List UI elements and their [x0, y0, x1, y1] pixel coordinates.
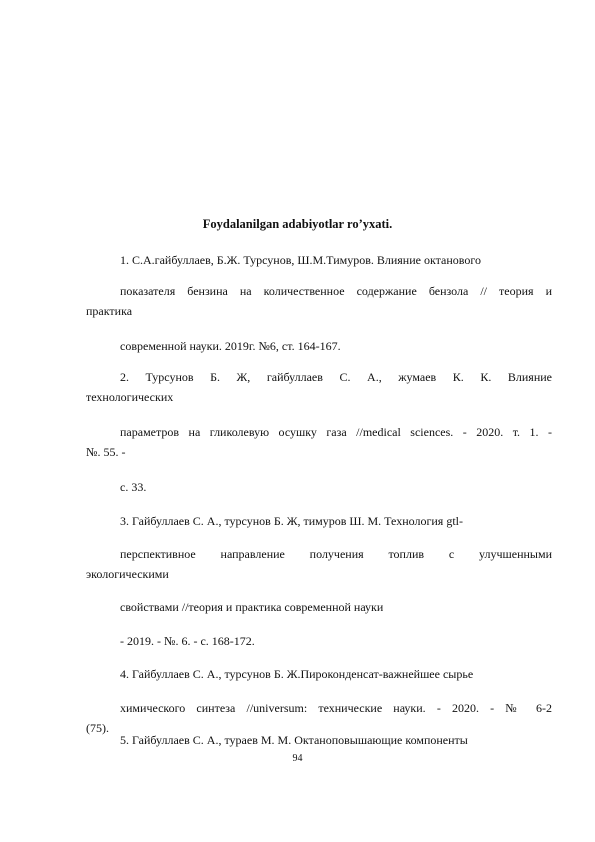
- reference-line: свойствами //теория и практика современной науки: [120, 600, 384, 614]
- reference-line: 2. Турсунов Б. Ж, гайбуллаев С. А., жумаев К. К. Влияние: [120, 370, 552, 384]
- reference-line: современной науки. 2019г. №6, ст. 164-167.: [120, 339, 341, 353]
- reference-line: 4. Гайбуллаев С. А., турсунов Б. Ж.Пироконденсат-важнейшее сырье: [120, 667, 474, 681]
- reference-line: параметров на гликолевую осушку газа //medical sciences. - 2020. т. 1. -: [120, 425, 552, 439]
- reference-line: перспективное направление получения топлив с улучшенными: [120, 547, 552, 561]
- reference-line: с. 33.: [120, 480, 147, 494]
- reference-line: (75).: [86, 721, 109, 735]
- reference-line: технологических: [86, 390, 174, 404]
- reference-line: экологическими: [86, 567, 169, 581]
- page-number: 94: [292, 753, 303, 764]
- reference-line: практика: [86, 304, 133, 318]
- reference-line: - 2019. - №. 6. - с. 168-172.: [120, 634, 255, 648]
- reference-line: 5. Гайбуллаев С. А., тураев М. М. Октаноповышающие компоненты: [120, 733, 468, 747]
- reference-line: 1. С.А.гайбуллаев, Б.Ж. Турсунов, Ш.М.Тимуров. Влияние октанового: [120, 253, 481, 267]
- references-heading: Foydalanilgan adabiyotlar ro’yxati.: [202, 217, 393, 231]
- reference-line: показателя бензина на количественное содержание бензола // теория и: [120, 284, 552, 298]
- reference-line: 3. Гайбуллаев С. А., турсунов Б. Ж, тимуров Ш. М. Технология gtl-: [120, 514, 463, 528]
- reference-line: химического синтеза //universum: технические науки. - 2020. - № 6-2: [120, 701, 552, 715]
- reference-line: №. 55. -: [86, 445, 126, 459]
